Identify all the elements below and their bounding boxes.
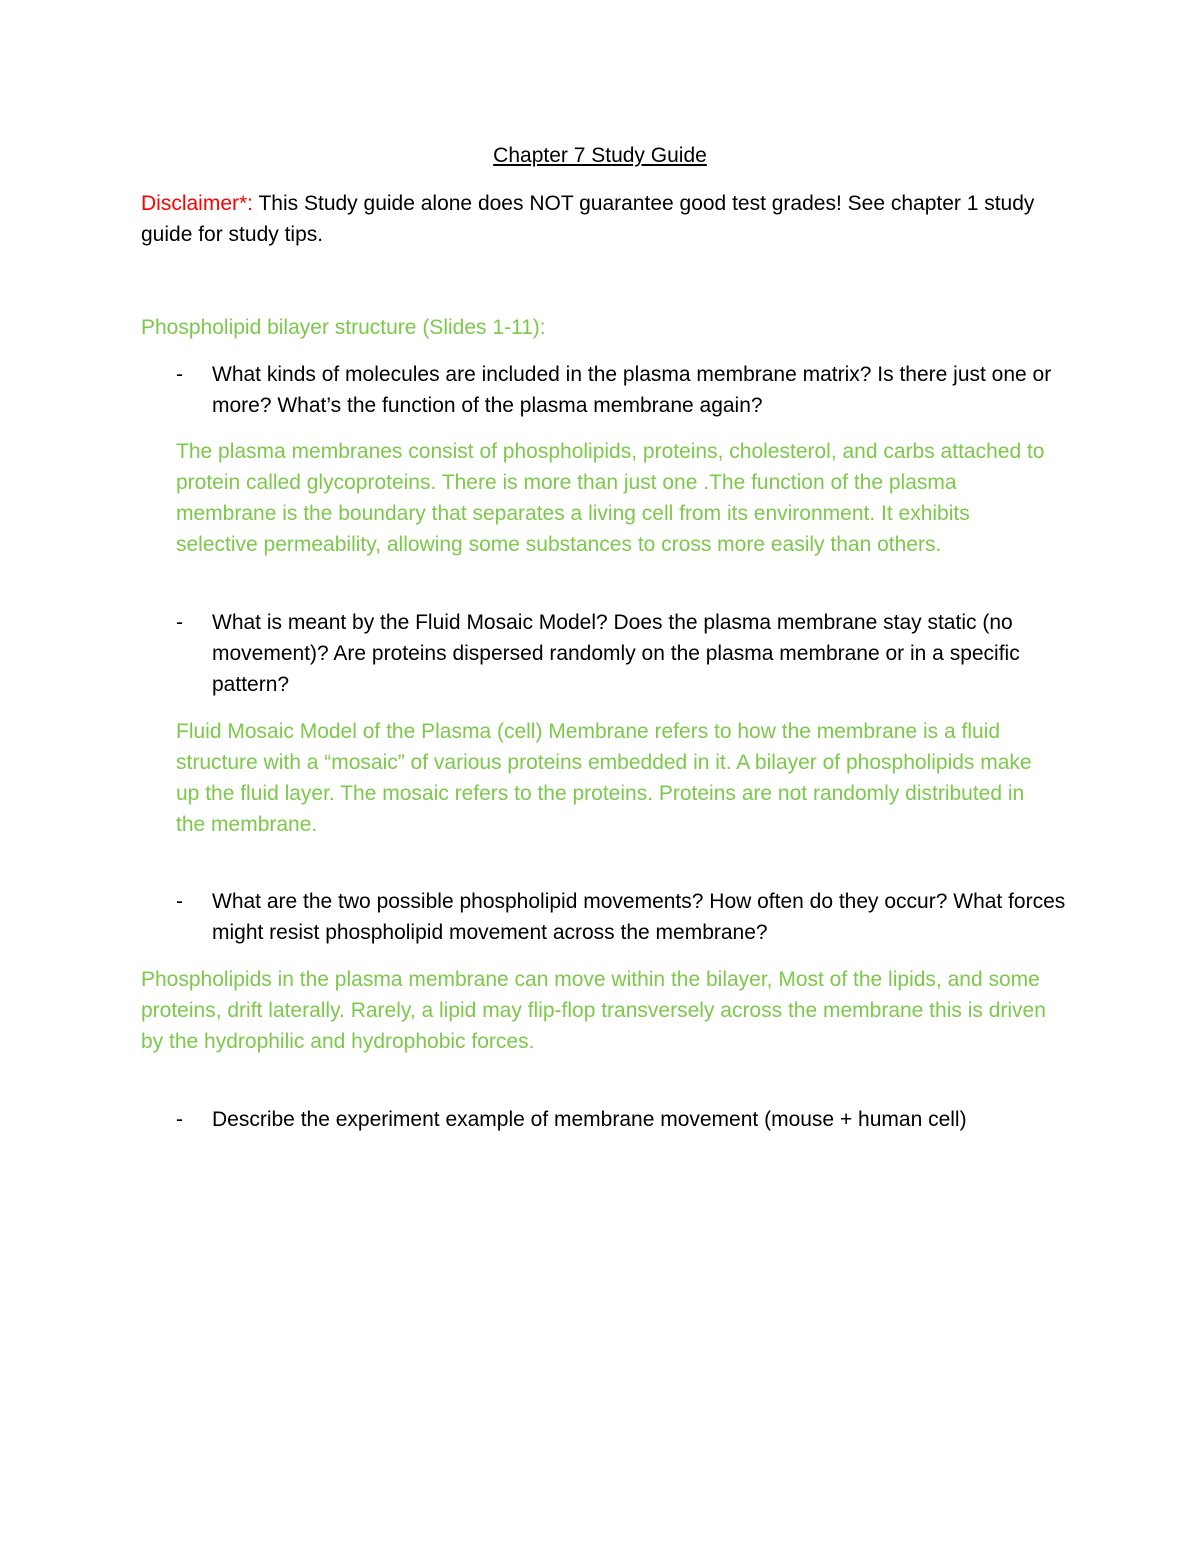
disclaimer-label: Disclaimer*: <box>141 192 254 215</box>
question-item <box>176 886 1066 948</box>
disclaimer-paragraph <box>141 188 1061 250</box>
question-text: Describe the experiment example of membrane movement (mouse + human cell) <box>212 1108 967 1131</box>
question-item <box>176 607 1066 700</box>
answer-text: The plasma membranes consist of phospholipids, proteins, cholesterol, and carbs attached to protein called glycoproteins. There is more than just one .The function of the plasma membrane is the boundary that separates a living cell from its environment. It exhibits selective permeability, allowing some substances to cross more easily than others. <box>176 440 1045 556</box>
question-text: What is meant by the Fluid Mosaic Model? Does the plasma membrane stay static (no movement)? Are proteins dispersed randomly on the plasma membrane or in a specific pattern? <box>212 611 1020 696</box>
list-dash: - <box>176 363 183 386</box>
section-heading: Phospholipid bilayer structure (Slides 1-11): <box>141 316 546 339</box>
list-dash: - <box>176 890 183 913</box>
answer-text: Phospholipids in the plasma membrane can move within the bilayer, Most of the lipids, and some proteins, drift laterally. Rarely, a lipid may flip-flop transversely across the membrane this is driven by the hydrophilic and hydrophobic forces. <box>141 968 1046 1053</box>
question-text: What are the two possible phospholipid movements? How often do they occur? What forces might resist phospholipid movement across the membrane? <box>212 890 1066 944</box>
answer-text: Fluid Mosaic Model of the Plasma (cell) Membrane refers to how the membrane is a fluid structure with a “mosaic” of various proteins embedded in it. A bilayer of phospholipids make up the fluid layer. The mosaic refers to the proteins. Proteins are not randomly distributed in the membrane. <box>176 720 1032 836</box>
question-text: What kinds of molecules are included in the plasma membrane matrix? Is there just one or more? What’s the function of the plasma membrane again? <box>212 363 1052 417</box>
disclaimer-text: This Study guide alone does NOT guarantee good test grades! See chapter 1 study guide for study tips. <box>141 192 1035 246</box>
question-item <box>176 359 1066 421</box>
question-item <box>176 1104 1066 1135</box>
document-title: Chapter 7 Study Guide <box>493 144 707 167</box>
list-dash: - <box>176 1108 183 1131</box>
list-dash: - <box>176 611 183 634</box>
